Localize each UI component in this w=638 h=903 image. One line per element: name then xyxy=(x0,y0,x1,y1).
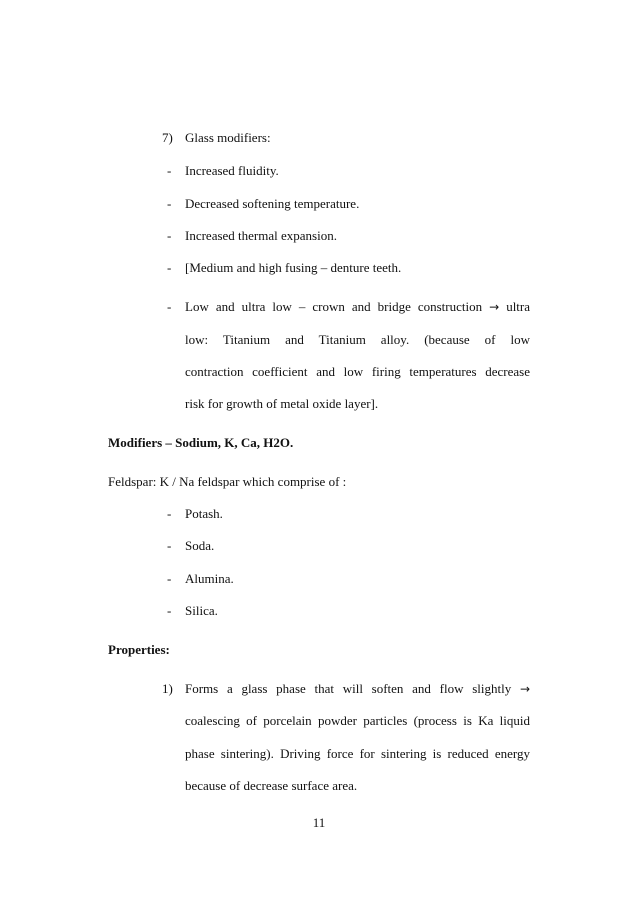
list-item: Silica. xyxy=(185,603,218,618)
properties-item-text: Forms a glass phase that will soften and flow slightly xyxy=(185,681,512,696)
dash-bullet: - xyxy=(167,196,172,211)
dash-bullet: - xyxy=(167,299,172,314)
section-title: Glass modifiers: xyxy=(185,130,271,145)
page-number: 11 xyxy=(312,815,326,830)
paragraph-line xyxy=(185,681,530,697)
properties-heading: Properties: xyxy=(108,642,170,657)
modifiers-heading: Modifiers – Sodium, K, Ca, H2O. xyxy=(108,435,294,450)
low-item-text: Low and ultra low – crown and bridge construction xyxy=(185,299,483,314)
dash-bullet: - xyxy=(167,506,172,521)
dash-bullet: - xyxy=(167,603,172,618)
list-item: [Medium and high fusing – denture teeth. xyxy=(185,260,402,275)
list-item: Alumina. xyxy=(185,571,234,586)
paragraph-line: risk for growth of metal oxide layer]. xyxy=(185,396,379,411)
list-item: Increased fluidity. xyxy=(185,163,279,178)
dash-bullet: - xyxy=(167,260,172,275)
paragraph-line: low: Titanium and Titanium alloy. (because of low xyxy=(185,332,530,347)
list-item: Increased thermal expansion. xyxy=(185,228,337,243)
low-item-text-end: ultra xyxy=(506,299,531,314)
dash-bullet: - xyxy=(167,538,172,553)
list-item: Soda. xyxy=(185,538,215,553)
paragraph-line xyxy=(185,299,530,315)
list-item: Potash. xyxy=(185,506,223,521)
list-item: Decreased softening temperature. xyxy=(185,196,360,211)
feldspar-intro: Feldspar: K / Na feldspar which comprise of : xyxy=(108,474,347,489)
dash-bullet: - xyxy=(167,228,172,243)
dash-bullet: - xyxy=(167,163,172,178)
dash-bullet: - xyxy=(167,571,172,586)
paragraph-line: coalescing of porcelain powder particles (process is Ka liquid xyxy=(185,713,530,728)
paragraph-line: contraction coefficient and low firing temperatures decrease xyxy=(185,364,530,379)
list-number-1: 1) xyxy=(162,681,173,696)
paragraph-line: phase sintering). Driving force for sintering is reduced energy xyxy=(185,746,530,761)
right-arrow-icon: → xyxy=(489,300,500,314)
right-arrow-icon: → xyxy=(519,682,530,696)
paragraph-line: because of decrease surface area. xyxy=(185,778,358,793)
list-number-7: 7) xyxy=(162,130,173,145)
